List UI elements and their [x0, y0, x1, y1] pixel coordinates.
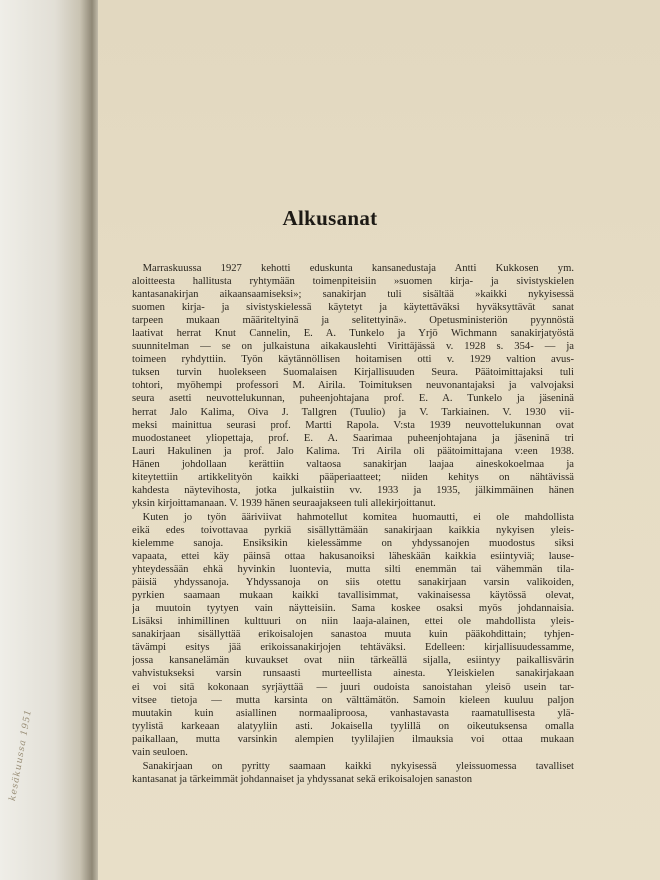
text-line: tävämpi esitys jää erikoissanakirjojen tehtäväksi. Edelleen: kirjallisuudessamme, — [132, 642, 574, 654]
paragraph — [132, 511, 574, 759]
text-line: yhteydessään ehkä hyvinkin luontevia, mutta silti enemmän tai vähemmän tila- — [132, 564, 574, 576]
text-line: Sanakirjaan on pyritty saamaan kaikki nykyisessä yleissuomessa tavalliset — [142, 760, 574, 772]
text-line: Marraskuussa 1927 kehotti eduskunta kansanedustaja Antti Kukkosen ym. — [142, 263, 574, 274]
text-line: vain seuloen. — [132, 746, 188, 758]
book-gutter — [0, 0, 100, 880]
text-line: kahdesta näytevihosta, jotka julkaistiin vv. 1933 ja 1935, jälkimmäinen hänen — [132, 484, 574, 496]
text-line: Kuten jo työn ääriviivat hahmotellut komitea huomautti, ei ole mahdollista — [142, 511, 574, 523]
text-line: paikallaan, mutta varsinkin alempien tyylilajien ilmauksia voi ottaa mukaan — [132, 733, 574, 745]
text-line: kiteytettiin artikkelityön kaikki pääperiaatteet; niiden kehitys on nähtävissä — [132, 471, 574, 483]
text-line: tuksen turvin huolekseen Suomalaisen Kirjallisuuden Seura. Päätoimittajaksi tuli — [132, 367, 574, 379]
text-line: aloitteesta hallitusta ryhtymään toimenpiteisiin »suomen kirja- ja sivistyskielen — [132, 276, 574, 288]
text-line: tohtori, myöhempi professori M. Airila. Toimituksen neuvonantajaksi ja valvojaksi — [132, 380, 574, 392]
text-line: jossa kansanelämän kuvaukset ovat niin tärkeällä sijalla, esiintyy paikallisvärin — [132, 655, 574, 667]
text-line: vapaata, ettei käy päinsä ottaa hakusanoiksi läheskään kaikkia esiintyviä; lause- — [132, 551, 574, 563]
paragraph — [132, 760, 574, 786]
text-line: seura asetti neuvottelukunnan, puheenjohtajana prof. E. A. Tunkelo ja jäseninä — [132, 393, 574, 405]
text-line: päisiä yhdyssanoja. Yhdyssanoja on siis otettu sanakirjaan varsin valikoiden, — [132, 577, 574, 589]
text-line: kantasanat ja tärkeimmät johdannaiset ja yhdyssanat sekä erikoisalojen sanaston — [132, 773, 473, 785]
text-line: Hänen johdollaan kerättiin valtaosa sanakirjan laajaa aineskokoelmaa ja — [132, 458, 574, 470]
text-line: yksin kirjoittamanaan. V. 1939 hänen seuraajakseen tuli allekirjoittanut. — [132, 497, 436, 509]
text-line: tyylistä karkeaan alatyyliin asti. Jokaisella tyylillä on oikeutuksensa omalla — [132, 720, 574, 732]
text-line: ei voi sitä kokonaan syrjäyttää — juuri oudoista sanoistahan yleisö usein tar- — [132, 681, 574, 693]
text-line: laativat herrat Knut Cannelin, E. A. Tunkelo ja Yrjö Wichmann sanakirjatyöstä — [132, 328, 574, 340]
text-line: meksi mainittua seurasi prof. Martti Rapola. V:sta 1939 neuvottelukunnan ovat — [132, 419, 574, 431]
paragraph — [132, 262, 574, 510]
text-line: sanakirjaan sisällyttää erikoisalojen sanastoa muuta kuin pääkohdittain; tyhjen- — [132, 629, 574, 641]
text-line: muodostaneet yliopettaja, prof. E. A. Saarimaa puheenjohtajana ja jäseninä tri — [132, 432, 574, 444]
text-line: kantasanakirjan aikaansaamiseksi»; sanakirjan tuli sisältää »kaikki nykyisessä — [132, 289, 574, 301]
text-line: vahvistukseksi varsin runsaasti murteellista ainesta. Yleiskielen sanakirjakaan — [132, 668, 574, 680]
text-line: ja muutoin tyytyen vain näytteisiin. Sama koskee osaksi myös johdannaisia. — [132, 603, 574, 615]
text-line: suomen kirja- ja sivistyskielessä käytetyt ja käytettäväksi hyväksyttävät sanat — [132, 302, 574, 314]
body-text — [132, 262, 574, 786]
text-line: Lisäksi inhimillinen kulttuuri on niin laaja-alainen, ettei ole mahdollista yleis- — [132, 616, 574, 628]
text-line: vitsee tietoja — mutta karsinta on välttämätön. Samoin kieleen kuuluu paljon — [132, 694, 574, 706]
text-line: eikä edes toivottavaa pyrkiä sisällyttämään sanakirjaan kaikkia nykyisen yleis- — [132, 524, 574, 536]
text-line: kielemme sanoja. Ensiksikin kielessämme on yhdyssanojen muodostus siksi — [132, 537, 574, 549]
text-line: tarpeen mukaan määriteltyinä ja selitettyinä». Opetusministeriön pyynnöstä — [132, 315, 574, 327]
edge-stamp: kesäkuussa 1951 — [8, 708, 35, 802]
text-line: pyrkien saamaan mukaan kaikki tavallisimmat, vakinaisessa käytössä olevat, — [132, 590, 574, 602]
text-line: toimeen ryhdyttiin. Työn käytännöllisen hoitamisen otti v. 1929 valtion avus- — [132, 354, 574, 366]
text-line: muutakin kuin asiallinen normaaliproosa, vanhastavasta raamatullisesta ylä- — [132, 707, 574, 719]
page-title: Alkusanat — [282, 206, 378, 230]
text-line: suunnitelman — se on julkaistuna aikakauslehti Virittäjässä v. 1928 s. 354- — ja — [132, 341, 574, 353]
text-line: Lauri Hakulinen ja prof. Jalo Kalima. Tri Airila oli päätoimittajana v:een 1938. — [132, 445, 574, 457]
text-line: herrat Jalo Kalima, Oiva J. Tallgren (Tuulio) ja V. Tarkiainen. V. 1930 vii- — [132, 406, 574, 418]
